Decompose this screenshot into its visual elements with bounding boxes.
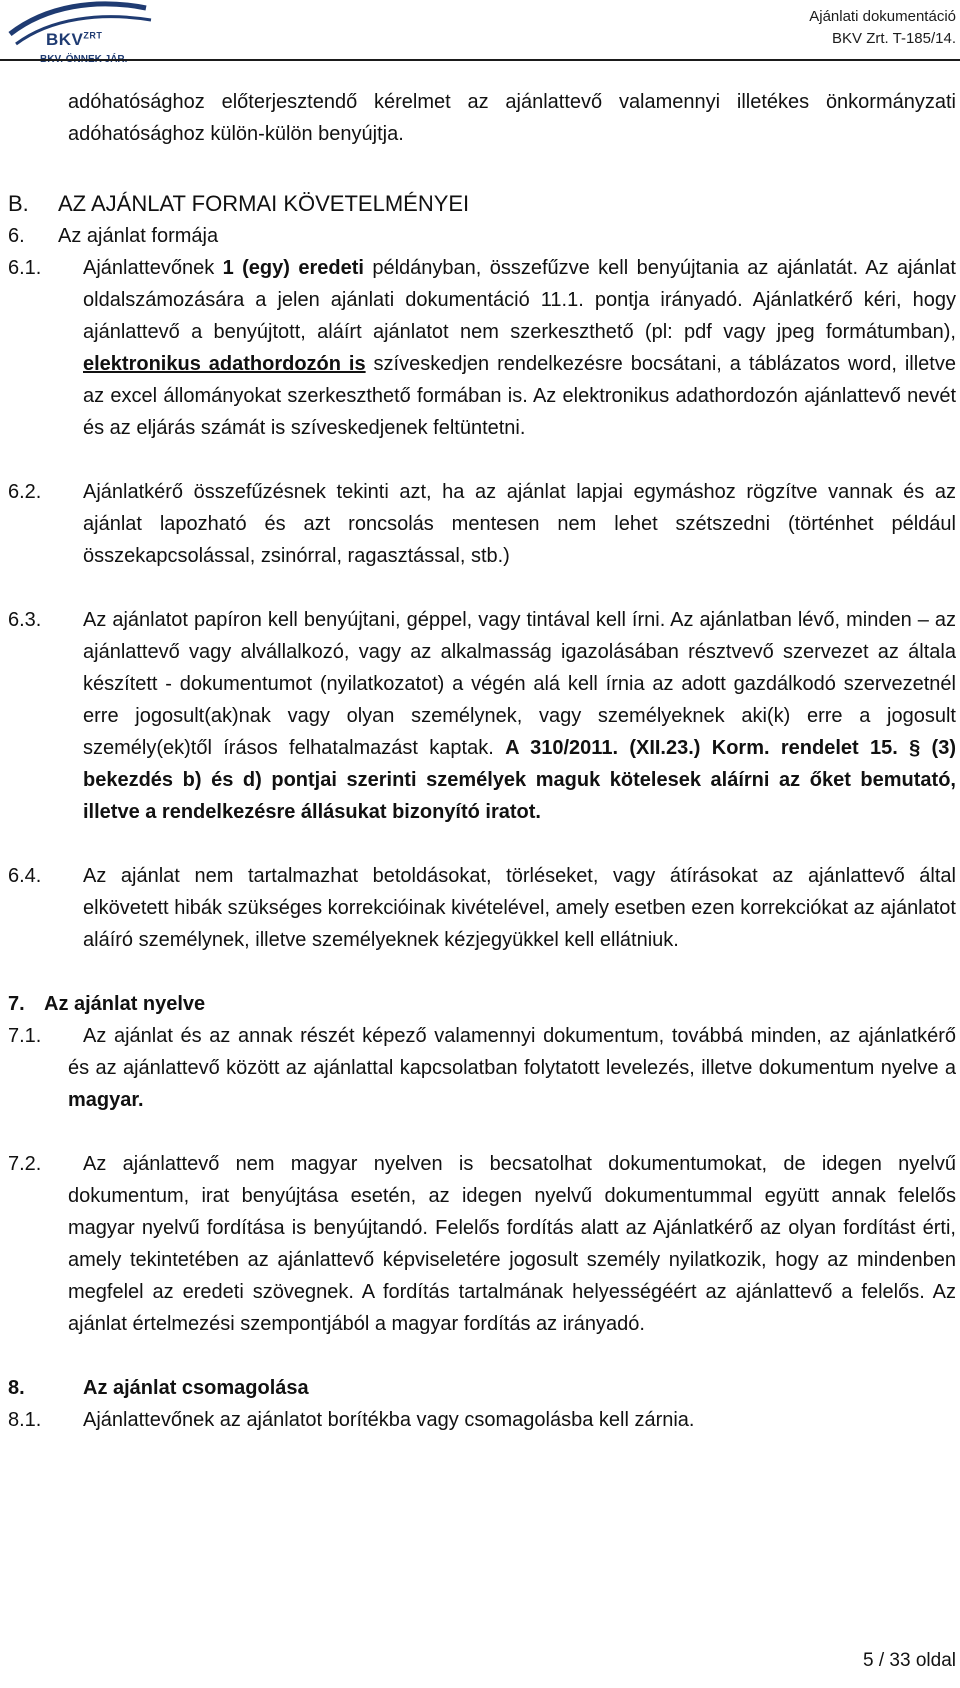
doc-ref: BKV Zrt. T-185/14.	[832, 30, 956, 47]
paragraph-8-1-body: Ajánlattevőnek az ajánlatot borítékba vagy csomagolásba kell zárnia.	[83, 1409, 695, 1431]
section-6-title: Az ajánlat formája	[58, 225, 219, 247]
paragraph-6-2-num: 6.2.	[8, 481, 42, 503]
section-7-title: Az ajánlat nyelve	[44, 993, 206, 1015]
paragraph-6-4-body: Az ajánlat nem tartalmazhat betoldásokat, törléseket, vagy átírásokat az ajánlattevő által elkövetett hibák szükséges korrekcióinak kivételével, amely esetben ezen korrekciókat az ajánlatot aláíró személynek, illetve személyeknek kézjegyükkel kell ellátniuk.	[83, 865, 956, 951]
paragraph-7-2-num: 7.2.	[8, 1153, 42, 1175]
intro-paragraph: adóhatósághoz előterjesztendő kérelmet az ajánlattevő valamennyi illetékes önkormányzati adóhatósághoz külön-külön benyújtja.	[68, 91, 956, 145]
section-7-heading	[0, 988, 960, 1020]
section-b-title: AZ AJÁNLAT FORMAI KÖVETELMÉNYEI	[58, 191, 470, 216]
language-emphasis: magyar.	[68, 1089, 144, 1111]
doc-header-info	[809, 6, 956, 50]
paragraph-6-4	[0, 860, 960, 956]
section-6-heading	[0, 220, 960, 252]
header-divider	[0, 59, 960, 61]
page-header	[0, 0, 960, 60]
paragraph-7-1-num: 7.1.	[8, 1025, 42, 1047]
section-b-heading	[0, 188, 960, 220]
section-7-num: 7.	[8, 993, 25, 1015]
document-body	[0, 86, 960, 1436]
paragraph-6-3-body: Az ajánlatot papíron kell benyújtani, géppel, vagy tintával kell írni. Az ajánlatban lévő, minden – az ajánlattevő vagy alvállalkozó, vagy az alkalmasság igazolásában résztvevő szervezet az általa készített - dokumentumot (nyilatkozatot) a végén alá kell írnia az adott gazdálkodó szervezetnél erre jogosult(ak)nak vagy olyan személynek, vagy személyeknek aki(k) erre a jogosult személy(ek)től írásos felhatalmazást kaptak. A 310/2011. (XII.23.) Korm. rendelet 15. § (3) bekezdés b) és d) pontjai szerinti személyek maguk kötelesek aláírni az őket bemutató, illetve a rendelkezésre állásukat bizonyító iratot.	[83, 609, 957, 823]
logo-name: $BKV^{ZRT}$	[46, 30, 103, 49]
logo-suffix: ZRT	[83, 30, 103, 41]
paragraph-8-1-num: 8.1.	[8, 1409, 42, 1431]
doc-title: Ajánlati dokumentáció	[809, 8, 956, 25]
paragraph-6-2-body: Ajánlatkérő összefűzésnek tekinti azt, ha az ajánlat lapjai egymáshoz rögzítve vannak és az ajánlat lapozható és azt roncsolás mentesen nem lehet szétszedni (történhet például összekapcsolással, zsinórral, ragasztással, stb.)	[83, 481, 956, 567]
paragraph-6-2	[0, 476, 960, 572]
paragraph-7-1-body: Az ajánlat és az annak részét képező valamennyi dokumentum, továbbá minden, az ajánlatkérő és az ajánlattevő között az ajánlattal kapcsolatban folytatott levelezés, illetve dokumentum nyelve a magyar.	[68, 1025, 956, 1111]
section-8-heading	[0, 1372, 960, 1404]
section-8-title: Az ajánlat csomagolása	[83, 1377, 309, 1399]
section-b-num: B.	[8, 191, 29, 216]
paragraph-7-2-body: Az ajánlattevő nem magyar nyelven is becsatolhat dokumentumokat, de idegen nyelvű dokumentum, irat benyújtása esetén, az idegen nyelvű dokumentummal együtt annak felelős magyar nyelvű fordítása is benyújtandó. Felelős fordítás alatt az Ajánlatkérő az olyan fordítást érti, amely tekintetében az ajánlattevő képviseletére jogosult személy nyilatkozik, hogy az mindenben megfelel az eredeti szövegnek. A fordítás tartalmának helyességéért az ajánlattevő a felelős. Az ajánlat értelmezési szempontjából a magyar fordítás az irányadó.	[68, 1153, 956, 1335]
paragraph-6-3-num: 6.3.	[8, 609, 42, 631]
paragraph-8-1	[0, 1404, 960, 1436]
electronic-media-emphasis: elektronikus adathordozón is	[83, 353, 366, 375]
page-number: 5 / 33 oldal	[863, 1650, 956, 1671]
paragraph-6-3	[0, 604, 960, 828]
section-8-num: 8.	[8, 1377, 25, 1399]
paragraph-6-1	[0, 252, 960, 444]
paragraph-6-1-num: 6.1.	[8, 257, 42, 279]
paragraph-7-2	[0, 1148, 960, 1340]
paragraph-6-4-num: 6.4.	[8, 865, 42, 887]
regulation-reference: A 310/2011. (XII.23.) Korm. rendelet 15. § (3) bekezdés b) és d) pontjai szerinti személyek maguk kötelesek aláírni az őket bemutató, illetve a rendelkezésre állásukat bizonyító iratot.	[83, 737, 957, 823]
section-6-num: 6.	[8, 225, 25, 247]
paragraph-7-1	[0, 1020, 960, 1116]
paragraph-6-1-body: Ajánlattevőnek 1 (egy) eredeti példányban, összefűzve kell benyújtania az ajánlatát. Az ajánlat oldalszámozására a jelen ajánlati dokumentáció 11.1. pontja irányadó. Ajánlatkérő kéri, hogy ajánlattevő a benyújtott, aláírt ajánlatot nem szerkeszthető (pl: pdf vagy jpeg formátumban), elektronikus adathordozón is szíveskedjen rendelkezésre bocsátani, a táblázatos word, illetve az excel állományokat szerkeszthető formában is. Az elektronikus adathordozón ajánlattevő nevét és az eljárás számát is szíveskedjenek feltüntetni.	[83, 257, 956, 439]
